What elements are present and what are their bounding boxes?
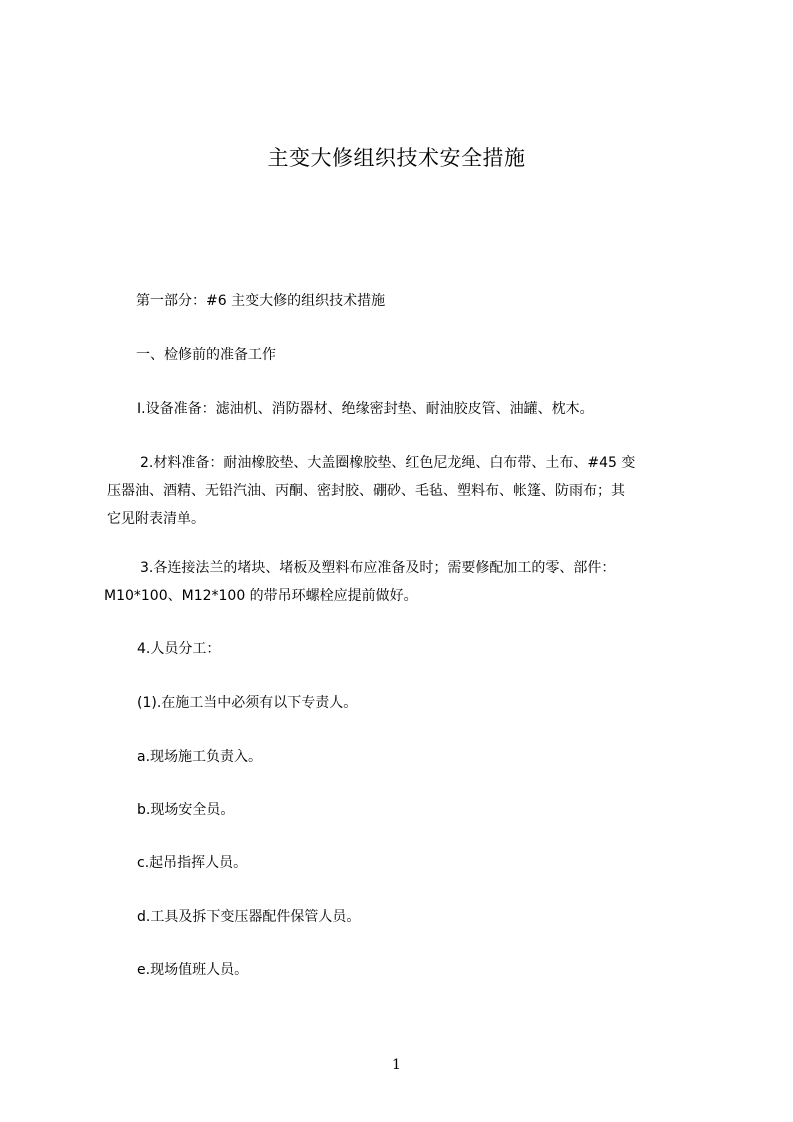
role-item-b: b.现场安全员。 [137,802,235,818]
item-equipment-preparation: Ⅰ.设备准备：滤油机、消防器材、绝缘密封垫、耐油胶皮管、油罐、枕木。 [137,401,594,417]
item-materials-line-3: 它见附表清单。 [107,511,205,527]
item-flanges-line-1: 3.各连接法兰的堵块、堵板及塑料布应准备及时；需要修配加工的零、部件： [140,560,616,576]
role-item-e: e.现场值班人员。 [137,962,249,978]
role-item-d: d.工具及拆下变压器配件保管人员。 [137,909,361,925]
item-staffing-sub: (1).在施工当中必须有以下专责人。 [137,695,358,711]
role-item-a: a.现场施工负责入。 [137,749,263,765]
document-title: 主变大修组织技术安全措施 [267,146,526,170]
section-heading: 一、检修前的准备工作 [136,347,276,363]
item-materials-line-2: 压器油、酒精、无铅汽油、丙酮、密封胶、硼砂、毛毡、塑料布、帐篷、防雨布；其 [107,483,625,499]
item-staffing: 4.人员分工： [137,641,221,657]
item-flanges-line-2: M10*100、M12*100 的带吊环螺栓应提前做好。 [104,588,418,604]
part-heading: 第一部分：#6 主变大修的组织技术措施 [136,293,386,309]
page-number: 1 [392,1057,401,1073]
item-materials-line-1: 2.材料准备：耐油橡胶垫、大盖圈橡胶垫、红色尼龙绳、白布带、土布、#45 变 [140,455,636,471]
role-item-c: c.起吊指挥人员。 [137,855,248,871]
